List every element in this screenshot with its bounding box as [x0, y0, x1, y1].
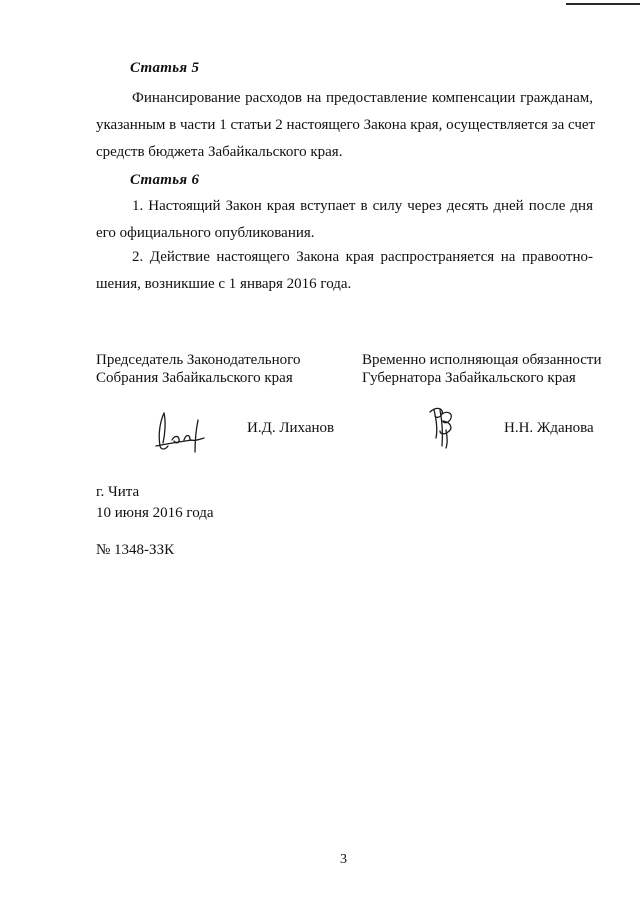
- left-signatory-name: И.Д. Лиханов: [247, 420, 335, 436]
- article-5-paragraph: [96, 85, 596, 166]
- right-signatory-name: Н.Н. Жданова: [504, 420, 594, 436]
- article-6-item-2-line-1: 2. Действие настоящего Закона края распространяется на правоотно-: [132, 249, 593, 265]
- article-6-item-1-line-1: 1. Настоящий Закон края вступает в силу через десять дней после дня: [132, 198, 593, 214]
- left-signatory-title-line-1: Председатель Законодательного: [96, 352, 301, 368]
- right-signatory-title-line-1: Временно исполняющая обязанности: [362, 352, 602, 368]
- article-5-heading: Статья 5: [130, 60, 200, 76]
- article-6-item-1-line-2: его официального опубликования.: [96, 225, 315, 241]
- left-signatory-title: [96, 351, 300, 387]
- article-6-item-2: [96, 244, 593, 298]
- place: г. Чита: [96, 484, 140, 500]
- article-6-item-2-line-2: шения, возникшие с 1 января 2016 года.: [96, 276, 352, 292]
- article-6-heading: Статья 6: [130, 172, 200, 188]
- left-signatory-title-line-2: Собрания Забайкальского края: [96, 370, 293, 386]
- place-and-date: [96, 482, 214, 524]
- date: 10 июня 2016 года: [96, 505, 214, 521]
- left-handwritten-signature: [148, 410, 210, 454]
- article-5-line-3: средств бюджета Забайкальского края.: [96, 144, 343, 160]
- article-5-line-1: Финансирование расходов на предоставление компенсации гражданам,: [132, 90, 593, 106]
- document-number: № 1348-ЗЗК: [96, 542, 175, 558]
- header-rule: [566, 3, 640, 5]
- article-6-item-1: [96, 193, 593, 247]
- right-signatory-title-line-2: Губернатора Забайкальского края: [362, 370, 576, 386]
- right-handwritten-signature: [426, 402, 462, 450]
- page-number: 3: [340, 852, 347, 867]
- right-signatory-title: [362, 351, 602, 387]
- article-5-line-2: указанным в части 1 статьи 2 настоящего Закона края, осуществляется за счет: [96, 117, 596, 133]
